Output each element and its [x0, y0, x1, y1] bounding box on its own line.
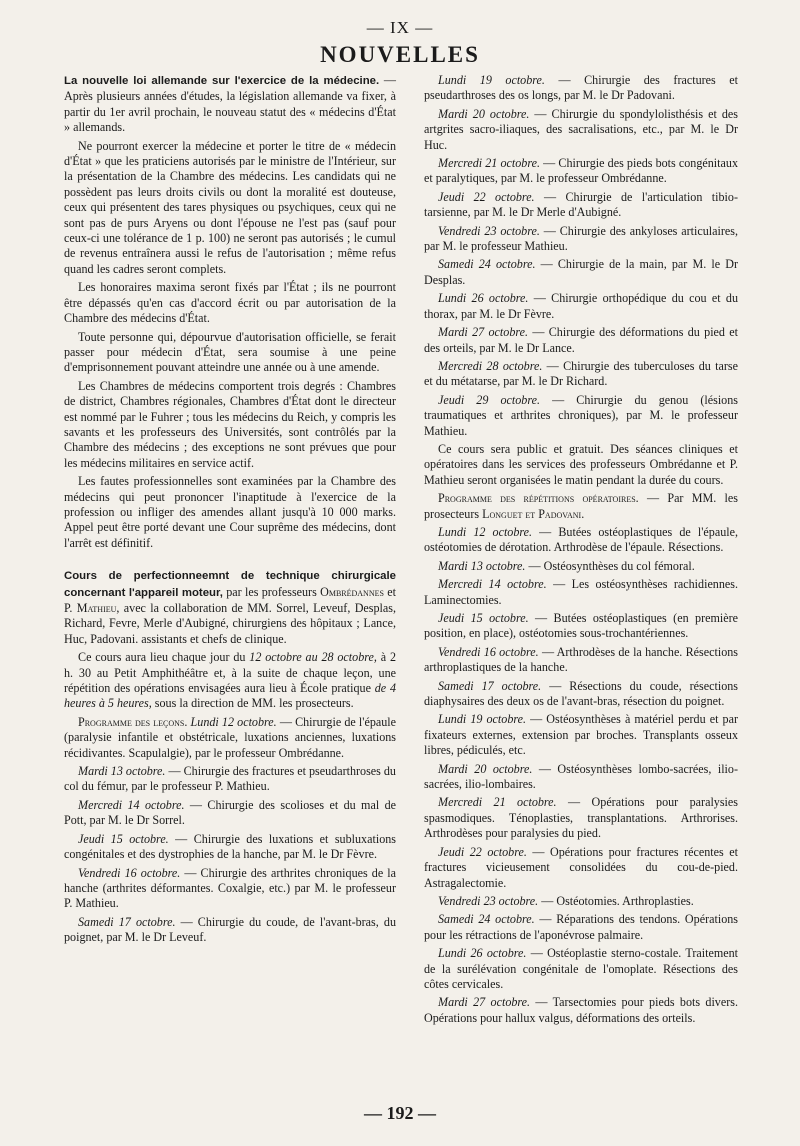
law-paragraph-6: Les fautes professionnelles sont examinées par la Chambre des médecins qui peut prononcer l'inaptitude à l'exercice de la profession ou infliger des amendes allant jusqu'à 10 000 marks. Appel peut être porté devant une Cour suprême des médecins, dont l'arrêt est définitif.	[64, 474, 396, 550]
entry-text: — Chirurgie des tuberculoses du tarse et du métatarse, par M. le Dr Richard.	[424, 358, 738, 389]
entry-text: — Réparations des tendons. Opérations pour les rétractions de l'aponévrose palmaire.	[424, 912, 738, 942]
schedule-c: à 2 h. 30 au Petit Amphithéâtre et, à la suite de chaque leçon, une répétition des opérations envisagées aura lieu à École pratique	[64, 650, 396, 696]
course-intro-c: , avec la collaboration de MM. Sorrel, Leveuf, Desplas, Richard, Fevre, Merle d'Aubigné, chirurgiens des hôpitaux ; Lance, Huc, Padovani. assistants et chefs de clinique.	[64, 601, 397, 646]
entry-text: — Tarsectomies pour pieds bots divers. Opérations pour hallux valgus, déformations des orteils.	[424, 995, 738, 1025]
repetition-entry	[424, 762, 738, 793]
entry-text: — Ostéosynthèses lombo-sacrées, ilio-sacrées, ilio-lombaires.	[424, 761, 738, 792]
entry-day: Lundi 26 octobre.	[438, 291, 529, 306]
course-paragraph	[64, 568, 396, 647]
entry-text: — Ostéotomies. Arthroplasties.	[538, 893, 694, 908]
entry-day: Vendredi 16 octobre.	[78, 865, 181, 880]
entry-day: Mardi 27 octobre.	[438, 995, 531, 1010]
course-intro-a: par les professeurs	[222, 584, 321, 599]
entry-day: Jeudi 15 octobre.	[438, 611, 529, 625]
schedule-dates: 12 octobre au 28 octobre,	[249, 650, 377, 665]
entry-text: — Butées ostéoplastiques de l'épaule, ostéotomies de dérotation. Arthrodèse de l'épaule. Résections.	[424, 524, 738, 555]
entry-text: — Butées ostéoplastiques (en première position, en place), ostéotomies sous-trochantériennes.	[424, 611, 738, 641]
law-paragraph-2: Ne pourront exercer la médecine et porter le titre de « médecin d'État » que les praticiens autorisés par le ministre de l'Intérieur, sur la présentation de la Chambre des médecins. Les candidats qui ne possèdent pas leurs droits civils ou dont la moralité est douteuse, ceux qui présentent des tares physiques ou psychiques, ceux qui ne sont pas de purs Aryens ou dont l'épouse ne l'est pas (sauf pour ceux-ci une tolérance de 1 p. 100) ne seront pas autorisés ; le cumul de revenus entraînera aussi le refus de l'autorisation ; même refus quand les cadres seront complets.	[64, 138, 396, 276]
repetition-entry	[424, 712, 738, 758]
repetitions-text: — Par MM. les prosecteurs	[424, 491, 738, 521]
lecture-list	[64, 764, 396, 945]
entry-day: Mercredi 28 octobre.	[438, 358, 543, 373]
repetition-entry	[424, 946, 738, 992]
schedule-e: sous la direction de MM. les prosecteurs.	[151, 696, 354, 711]
lecture-entry	[424, 156, 738, 187]
entry-day: Samedi 17 octobre.	[438, 678, 542, 693]
law-paragraph-5: Les Chambres de médecins comportent trois degrés : Chambres de district, Chambres régionales, Chambres d'État dont le directeur est nommé par le Fuhrer ; tous les médecins du Reich, y compris les savants et les professeurs des Universités, sont contrôlés par la Chambre des médecins ; des exceptions ne sont prévues que pour les médecins militaires en service actif.	[64, 378, 396, 470]
course-schedule	[64, 650, 396, 712]
repetition-entry	[424, 525, 738, 556]
law-intro: — Après plusieurs années d'études, la législation allemande va fixer, à partir du 1er avril prochain, le nouveau statut des « médecins d'État » allemands.	[64, 73, 396, 135]
course-professor-1: Ombrédannes	[320, 584, 384, 599]
program-label: Programme des leçons.	[78, 714, 188, 729]
entry-day: Samedi 17 octobre.	[78, 914, 176, 929]
entry-day: Lundi 19 octobre.	[438, 73, 545, 87]
entry-day: Lundi 12 octobre.	[438, 524, 533, 539]
lecture-entry	[64, 832, 396, 863]
repetition-list	[424, 525, 738, 1026]
entry-day: Mardi 27 octobre.	[438, 325, 529, 340]
schedule-a: Ce cours aura lieu chaque jour du	[78, 650, 250, 665]
lecture-entry	[424, 291, 738, 322]
entry-day: Mardi 20 octobre.	[438, 761, 533, 776]
entry-day: Samedi 24 octobre.	[438, 257, 536, 272]
lecture-entry	[424, 257, 738, 288]
schedule-hours: de 4 heures à 5 heures,	[64, 681, 396, 711]
lecture-entry	[424, 393, 738, 439]
entry-day: Mercredi 14 octobre.	[78, 797, 185, 812]
lecture-entry	[64, 764, 396, 795]
entry-day: Vendredi 23 octobre.	[438, 223, 540, 238]
repetitions-prosectors: Longuet et Padovani.	[482, 506, 585, 521]
entry-text: — Chirurgie du spondylolisthésis et des artgrites sacro-iliaques, des sacralisations, etc., par M. le Dr Huc.	[424, 106, 738, 152]
entry-day: Jeudi 29 octobre.	[438, 392, 540, 407]
entry-day: Jeudi 22 octobre.	[438, 844, 527, 859]
lecture-list-continued	[424, 73, 738, 439]
entry-text: — Les ostéosynthèses rachidiennes. Laminectomies.	[424, 577, 739, 607]
section-gap	[64, 554, 396, 568]
entry-day: Mardi 13 octobre.	[438, 558, 526, 573]
entry-day: Mardi 13 octobre.	[78, 764, 166, 779]
public-course-note: Ce cours sera public et gratuit. Des séances cliniques et opératoires dans les services des professeurs Ombrédanne et P. Mathieu seront organisées le matin pendant la durée du cours.	[424, 441, 738, 487]
lecture-entry	[424, 325, 738, 356]
entry-text: — Opérations pour paralysies spasmodiques. Ténoplasties, transplantations. Arthrorises. Arthrodèses pour paralysies du pied.	[424, 795, 738, 841]
entry-day: Lundi 26 octobre.	[438, 946, 527, 961]
entry-text: — Chirurgie du genou (lésions traumatiques et arthrites chroniques), par M. le professeur Mathieu.	[424, 392, 738, 438]
entry-day: Vendredi 23 octobre.	[438, 893, 539, 908]
course-professor-2: P. Mathieu	[64, 601, 117, 615]
lecture-entry	[424, 73, 738, 104]
law-paragraph	[64, 73, 396, 136]
entry-text: — Chirurgie des fractures et pseudarthroses des os longs, par M. le Dr Padovani.	[424, 73, 738, 103]
law-title: La nouvelle loi allemande sur l'exercice de la médecine.	[64, 75, 380, 87]
repetition-entry	[424, 577, 738, 608]
roman-folio: — IX —	[366, 18, 434, 37]
entry-text: — Chirurgie des fractures et pseudarthroses du col du fémur, par le professeur P. Mathieu.	[64, 764, 396, 794]
entry-day: Mercredi 14 octobre.	[438, 577, 547, 592]
course-intro-b: et	[383, 584, 396, 599]
entry-text: — Chirurgie de la main, par M. le Dr Desplas.	[424, 257, 738, 287]
lecture-entry	[64, 798, 396, 829]
lecture-entry	[424, 190, 738, 221]
lecture-entry	[64, 915, 396, 946]
section-heading: NOUVELLES	[320, 42, 480, 67]
entry-day: Mercredi 21 octobre.	[438, 156, 540, 171]
entry-text: — Chirurgie orthopédique du cou et du thorax, par M. le Dr Fèvre.	[424, 291, 738, 321]
entry-day: Jeudi 15 octobre.	[78, 831, 169, 846]
repetition-entry	[424, 611, 738, 642]
entry-day: Vendredi 16 octobre.	[438, 644, 539, 659]
entry-text: — Chirurgie de l'articulation tibio-tarsienne, par M. le Dr Merle d'Aubigné.	[424, 189, 738, 220]
page-number: — 192 —	[364, 1103, 436, 1123]
repetition-entry	[424, 912, 738, 943]
entry-text: — Résections du coude, résections diaphysaires des deux os de l'avant-bras, résection du poignet.	[424, 678, 738, 709]
lecture-entry	[424, 359, 738, 390]
repetition-entry	[424, 894, 738, 909]
repetition-entry	[424, 645, 738, 676]
entry-day: Lundi 19 octobre.	[438, 712, 527, 727]
repetition-entry	[424, 679, 738, 710]
repetitions-paragraph	[424, 491, 738, 522]
entry-text: — Ostéosynthèses à matériel perdu et par fixateurs externes, extension par broches. Transplants osseux libres, pédiculés, etc.	[424, 712, 738, 758]
repetitions-label: Programme des répétitions opératoires.	[438, 491, 639, 506]
repetition-entry	[424, 559, 738, 574]
entry-day: Jeudi 22 octobre.	[438, 189, 535, 204]
entry-text: — Chirurgie des luxations et subluxations congénitales et des dystrophies de la hanche, par M. le Dr Fèvre.	[64, 831, 396, 862]
entry-text: — Arthrodèses de la hanche. Résections arthroplastiques de la hanche.	[424, 644, 739, 675]
entry-text: — Opérations pour fractures récentes et fractures vicieusement consolidées du cou-de-pied. Astragalectomie.	[424, 844, 738, 890]
course-title: Cours de perfectionneemnt de technique chirurgicale concernant l'appareil moteur,	[64, 570, 396, 599]
law-paragraph-4: Toute personne qui, dépourvue d'autorisation officielle, se ferait passer pour médecin d'État, sera soumise à une peine d'emprisonnement pouvant atteindre une année ou à une amende.	[64, 329, 396, 375]
program-day: Lundi 12 octobre.	[190, 714, 277, 729]
program-paragraph	[64, 715, 396, 761]
entry-day: Mardi 20 octobre.	[438, 106, 530, 121]
program-text: — Chirurgie de l'épaule (paralysie infantile et obstétricale, luxations anciennes, luxations récidivantes. Scapulalgie), par le professeur Ombrédanne.	[64, 714, 397, 760]
lecture-entry	[424, 224, 738, 255]
repetition-entry	[424, 845, 738, 891]
lecture-entry	[64, 866, 396, 912]
entry-text: — Ostéosynthèses du col fémoral.	[525, 558, 695, 573]
law-paragraph-3: Les honoraires maxima seront fixés par l'État ; ils ne pourront être dépassés qu'en cas d'accord écrit ou par autorisation de la Chambre des médecins d'État.	[64, 280, 396, 326]
entry-text: — Chirurgie des déformations du pied et des orteils, par M. le Dr Lance.	[424, 325, 739, 355]
entry-day: Samedi 24 octobre.	[438, 912, 535, 927]
entry-text: — Ostéoplastie sterno-costale. Traitement de la surélévation congénitale de l'omoplate. Résections des côtes cervicales.	[424, 946, 738, 991]
repetition-entry	[424, 995, 738, 1026]
right-column	[424, 73, 738, 1029]
entry-text: — Chirurgie des scolioses et du mal de Pott, par M. le Dr Sorrel.	[64, 797, 396, 828]
left-column	[64, 73, 396, 949]
entry-text: — Chirurgie des arthrites chroniques de la hanche (arthrites déformantes. Coxalgie, etc.) par M. le professeur P. Mathieu.	[64, 865, 397, 911]
entry-text: — Chirurgie du coude, de l'avant-bras, du poignet, par M. le Dr Leveuf.	[64, 914, 396, 945]
entry-text: — Chirurgie des ankyloses articulaires, par M. le professeur Mathieu.	[424, 223, 738, 254]
entry-text: — Chirurgie des pieds bots congénitaux et paralytiques, par M. le professeur Ombrédanne.	[424, 156, 738, 186]
entry-day: Mercredi 21 octobre.	[438, 795, 557, 810]
repetition-entry	[424, 795, 738, 841]
lecture-entry	[424, 107, 738, 153]
